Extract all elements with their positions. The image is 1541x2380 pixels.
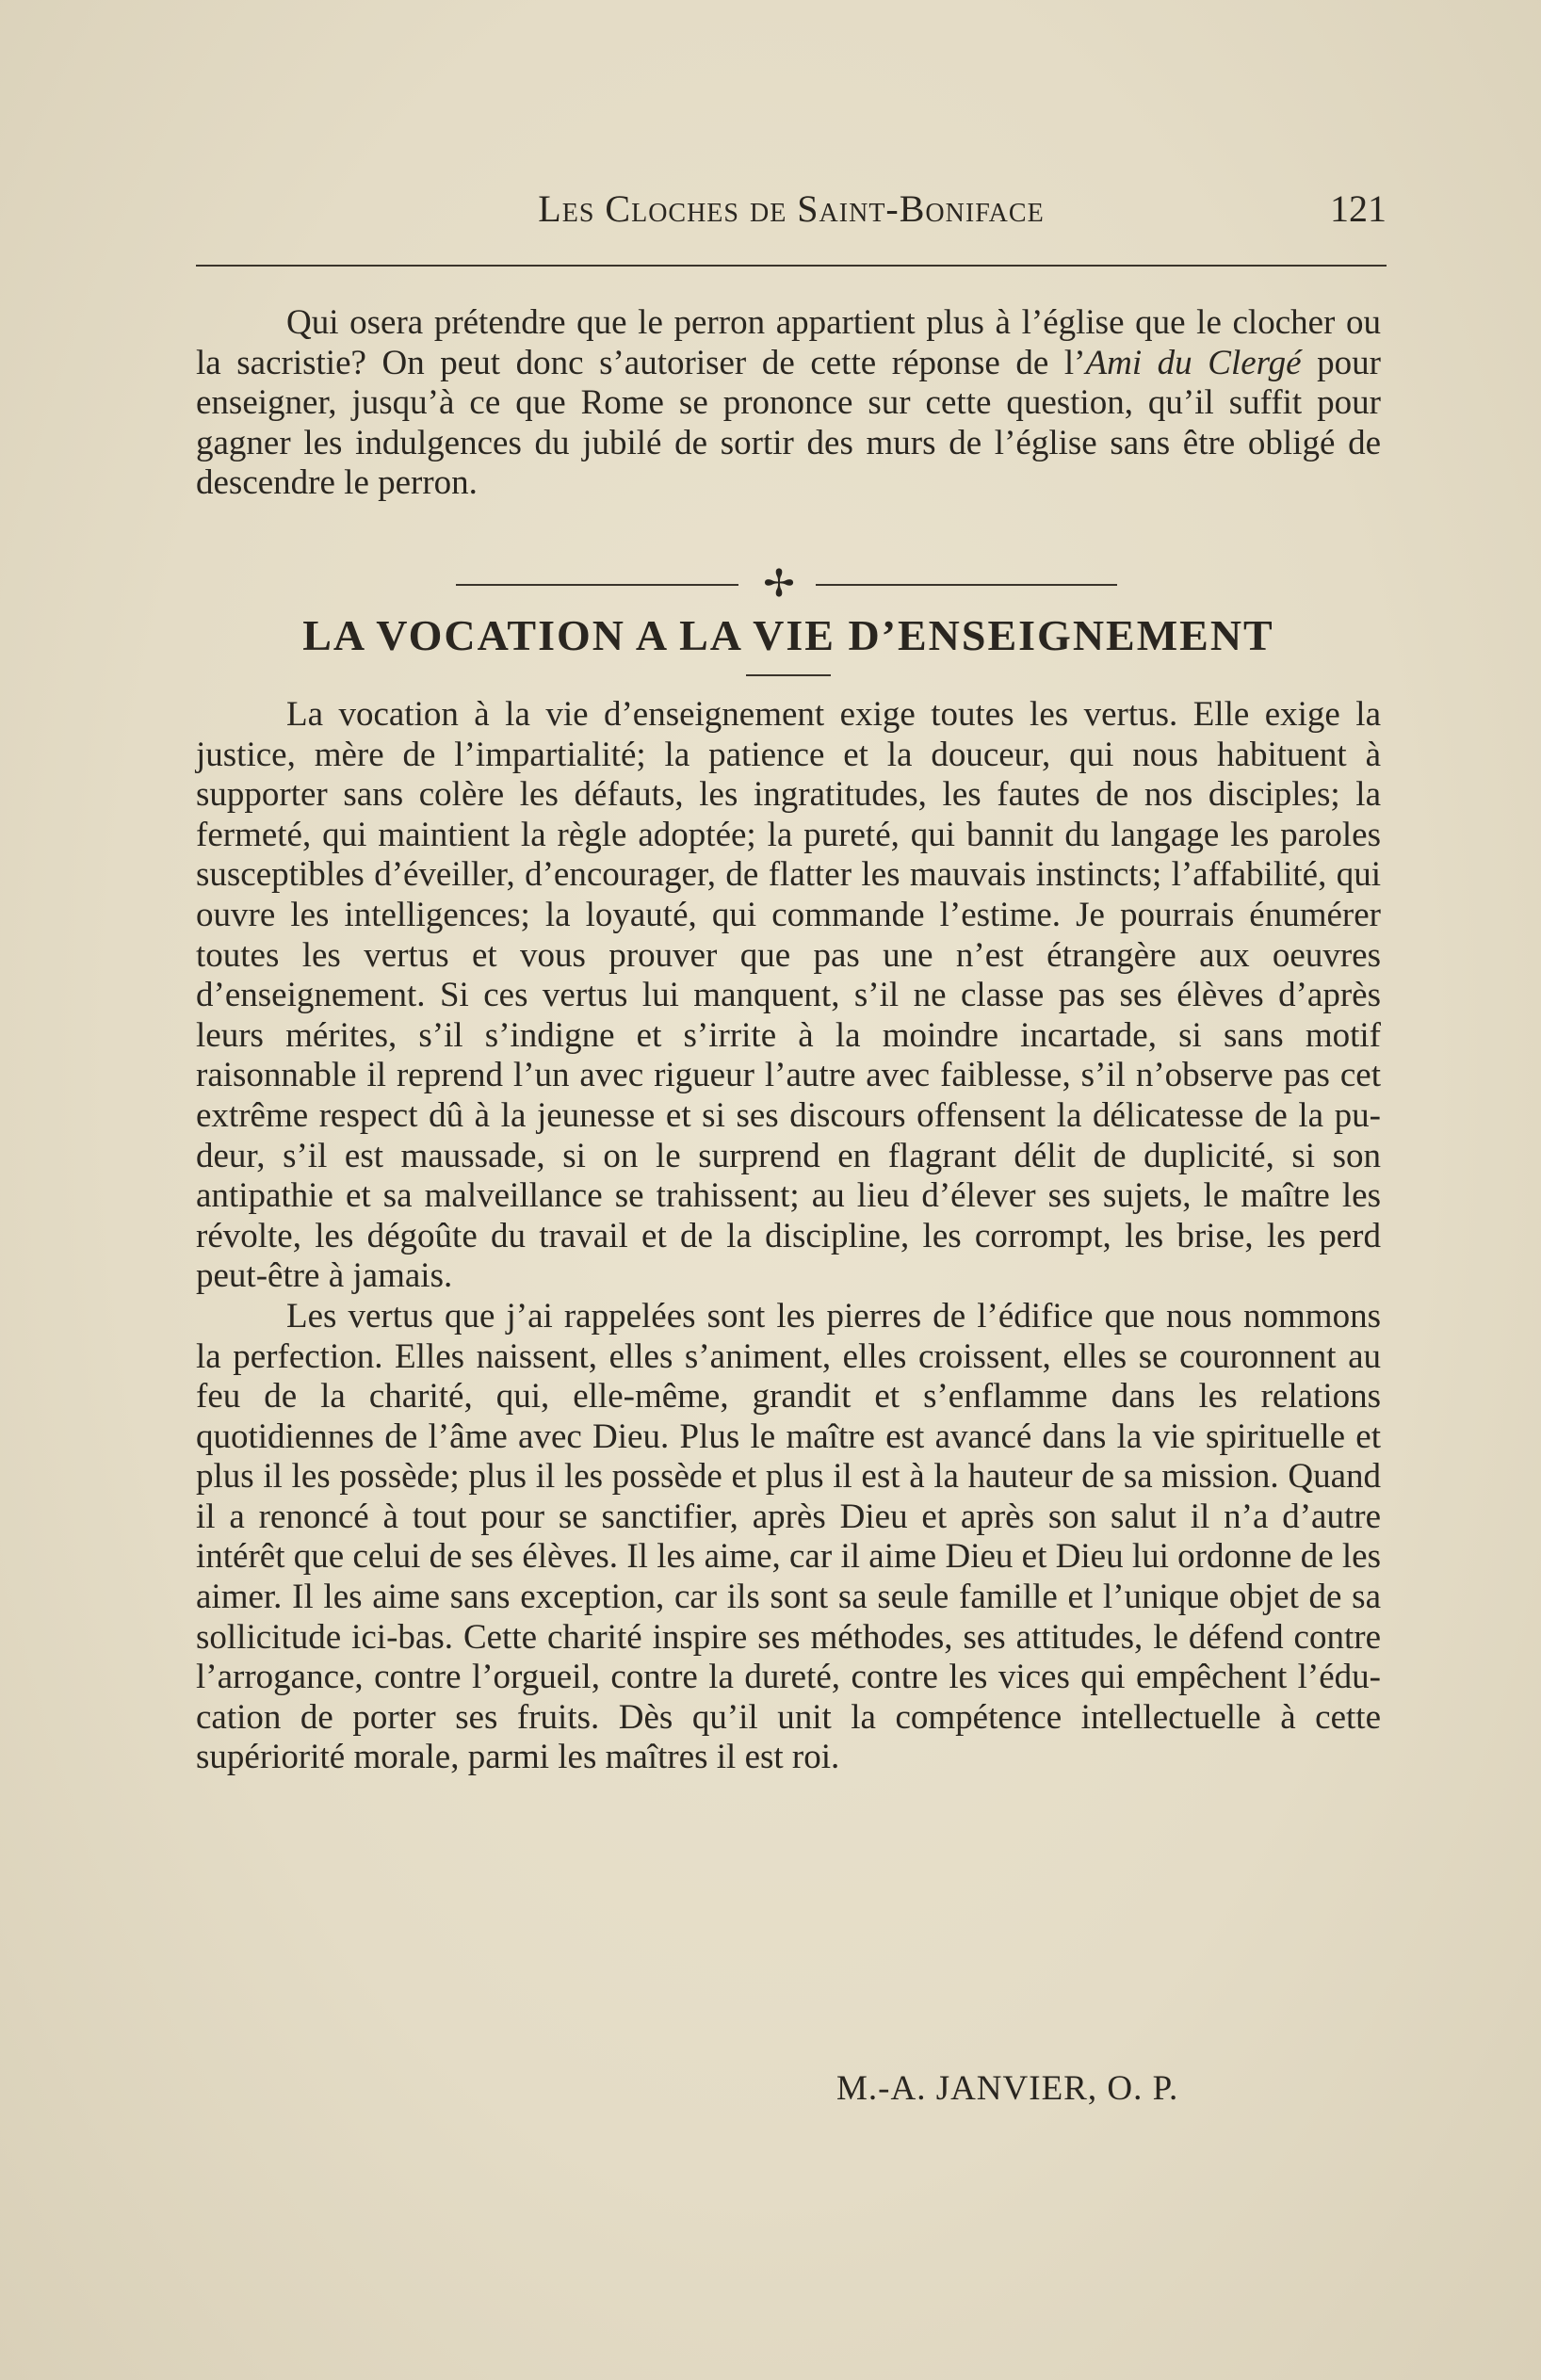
intro-paragraph-block [196,303,1381,504]
divider-line-left [456,584,738,586]
title-underline [746,674,831,676]
article-body [196,695,1381,1778]
intro-text-before: Qui osera prétendre que le perron appartient plus à l’église que le clocher ou la sacristie? On peut donc s’autoriser de cette réponse de l’ [196,303,1381,382]
header-rule [196,265,1387,267]
article-paragraph: La vocation à la vie d’enseignement exige toutes les vertus. Elle exige la justice, mère de l’impartialité; la patience et la douceur, qui nous habituent à supporter sans colère les défauts, les ingratitudes, les fautes de nos disciples; la fermeté, qui maintient la règle adoptée; la pureté, qui bannit du langage les paroles susceptibles d’éveiller, d’encourager, de flatter les mauvais instincts; l’affabilité, qui ouvre les intelligences; la loyauté, qui commande l’estime. Je pourrais énumérer toutes les vertus et vous prouver que pas une n’est étrangère aux oeuvres d’enseignement. Si ces vertus lui manquent, s’il ne classe pas ses élèves d’après leurs mérites, s’il s’indigne et s’irrite à la moindre incartade, si sans motif raisonnable il reprend l’un avec rigueur l’autre avec faiblesse, s’il n’observe pas cet extrême respect dû à la jeunesse et si ses discours offensent la délicatesse de la pudeur, s’il est maussade, si on le surprend en flagrant délit de duplicité, si son antipathie et sa malveillance se trahissent; au lieu d’élever ses sujets, le maître les révolte, les dégoûte du travail et de la discipline, les corrompt, les brise, les perd peut-être à jamais. [196,695,1381,1296]
article-paragraph: Les vertus que j’ai rappelées sont les pierres de l’édifice que nous nommons la perfection. Elles naissent, elles s’animent, elles croissent, elles se couronnent au feu de la charité, qui, elle-même, grandit et s’enflamme dans les relations quotidiennes de l’âme avec Dieu. Plus le maître est avancé dans la vie spirituelle et plus il les possède; plus il les possède et plus il est à la hauteur de sa mission. Quand il a renoncé à tout pour se sanctifier, après Dieu et après son salut il n’a d’autre intérêt que celui de ses élèves. Il les aime, car il aime Dieu et Dieu lui ordonne de les aimer. Il les aime sans exception, car ils sont sa seule famille et l’unique objet de sa sollicitude ici-bas. Cette charité inspire ses méthodes, ses attitudes, le défend contre l’arrogance, contre l’orgueil, contre la dureté, contre les vices qui empêchent l’éducation de porter ses fruits. Dès qu’il unit la compétence intellectuelle à cette supériorité morale, parmi les maîtres il est roi. [196,1296,1381,1777]
divider-line-right [816,584,1117,586]
intro-text-after: pour enseigner, jusqu’à ce que Rome se prononce sur cette question, qu’il suffit pour gagner les indulgences du jubilé de sortir des murs de l’église sans être obligé de descendre le perron. [196,343,1381,503]
intro-paragraph [196,303,1381,504]
intro-italic-title: Ami du Clergé [1085,343,1302,382]
section-divider [456,562,1117,605]
cross-ornament-icon: ✢ [763,562,795,605]
running-head [196,186,1387,243]
article-title: LA VOCATION A LA VIE D’ENSEIGNEMENT [302,611,1274,659]
signature: M.-A. JANVIER, O. P. [836,2069,1179,2108]
page-number: 121 [1330,187,1387,230]
running-title: Les Cloches de Saint-Boniface [538,187,1045,230]
